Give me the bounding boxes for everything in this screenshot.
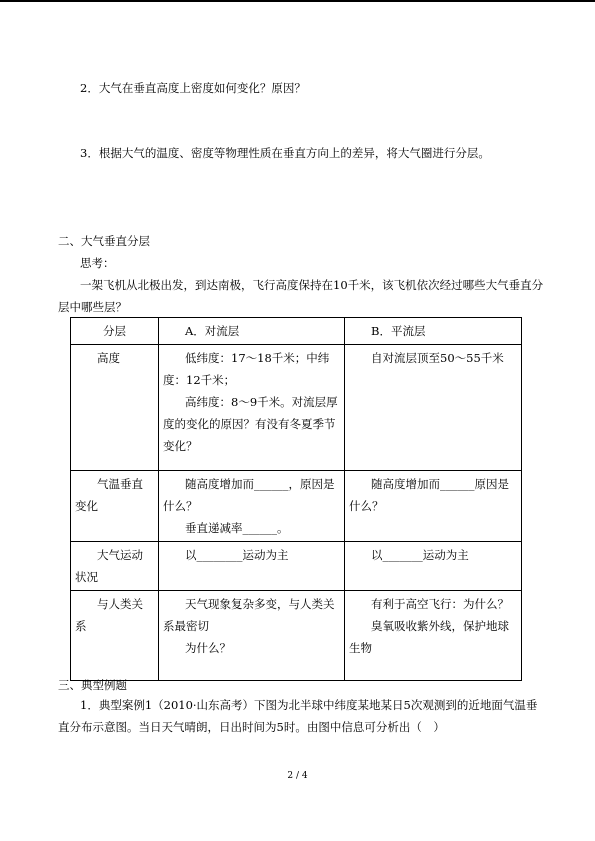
cell-line: 随高度增加而______，原因是什么？ (163, 477, 335, 513)
row-label: 高度 (71, 345, 159, 471)
think-text: 一架飞机从北极出发，到达南极，飞行高度保持在10千米，该飞机依次经过哪些大气垂直分层中哪些层？ (58, 278, 544, 314)
row-cell-troposphere (159, 345, 345, 471)
table-row (71, 471, 522, 542)
question-3: 3．根据大气的温度、密度等物理性质在垂直方向上的差异，将大气圈进行分层。 (80, 146, 490, 160)
table-header-cell: A．对流层 (159, 318, 345, 345)
page-number: 2 / 4 (287, 771, 308, 781)
table-row (71, 345, 522, 471)
section-3-heading: 三、典型例题 (58, 678, 127, 692)
row-cell-stratosphere (345, 542, 522, 591)
table-row (71, 542, 522, 591)
row-label: 与人类关系 (71, 591, 159, 681)
cell-line: 为什么？ (185, 641, 231, 655)
cell-line: 以________运动为主 (185, 548, 289, 562)
table-header-row (71, 318, 522, 345)
row-cell-troposphere (159, 591, 345, 681)
cell-line: 臭氧吸收紫外线，保护地球生物 (349, 619, 509, 655)
table-header-cell: 分层 (71, 318, 159, 345)
section-2-heading: 二、大气垂直分层 (58, 234, 150, 248)
cell-line: 有利于高空飞行：为什么？ (371, 597, 509, 611)
think-label: 思考： (80, 256, 115, 270)
row-label: 气温垂直变化 (71, 471, 159, 542)
cell-line: 低纬度：17～18千米；中纬度：12千米； (163, 351, 330, 387)
row-cell-troposphere (159, 471, 345, 542)
row-label: 大气运动状况 (71, 542, 159, 591)
cell-line: 垂直递减率______。 (185, 521, 289, 535)
row-cell-troposphere (159, 542, 345, 591)
row-cell-stratosphere (345, 471, 522, 542)
atmosphere-layers-table (70, 317, 522, 681)
question-2: 2．大气在垂直高度上密度如何变化？原因？ (80, 81, 306, 95)
cell-line: 以_______运动为主 (371, 548, 469, 562)
example-1-text: 1．典型案例1（2010·山东高考）下图为北半球中纬度某地某日5次观测到的近地面气温垂直分布示意图。当日天气晴朗，日出时间为5时。由图中信息可分析出（ ） (58, 698, 538, 734)
row-cell-stratosphere (345, 591, 522, 681)
cell-line: 天气现象复杂多变，与人类关系最密切 (163, 597, 335, 633)
cell-line: 随高度增加而______原因是什么？ (349, 477, 509, 513)
cell-line: 高纬度：8～9千米。对流层厚度的变化的原因？有没有冬夏季节变化？ (163, 395, 338, 453)
top-rule (0, 0, 595, 2)
table-row (71, 591, 522, 681)
row-cell-stratosphere (345, 345, 522, 471)
table-header-cell: B．平流层 (345, 318, 522, 345)
cell-line: 自对流层顶至50～55千米 (371, 351, 504, 365)
